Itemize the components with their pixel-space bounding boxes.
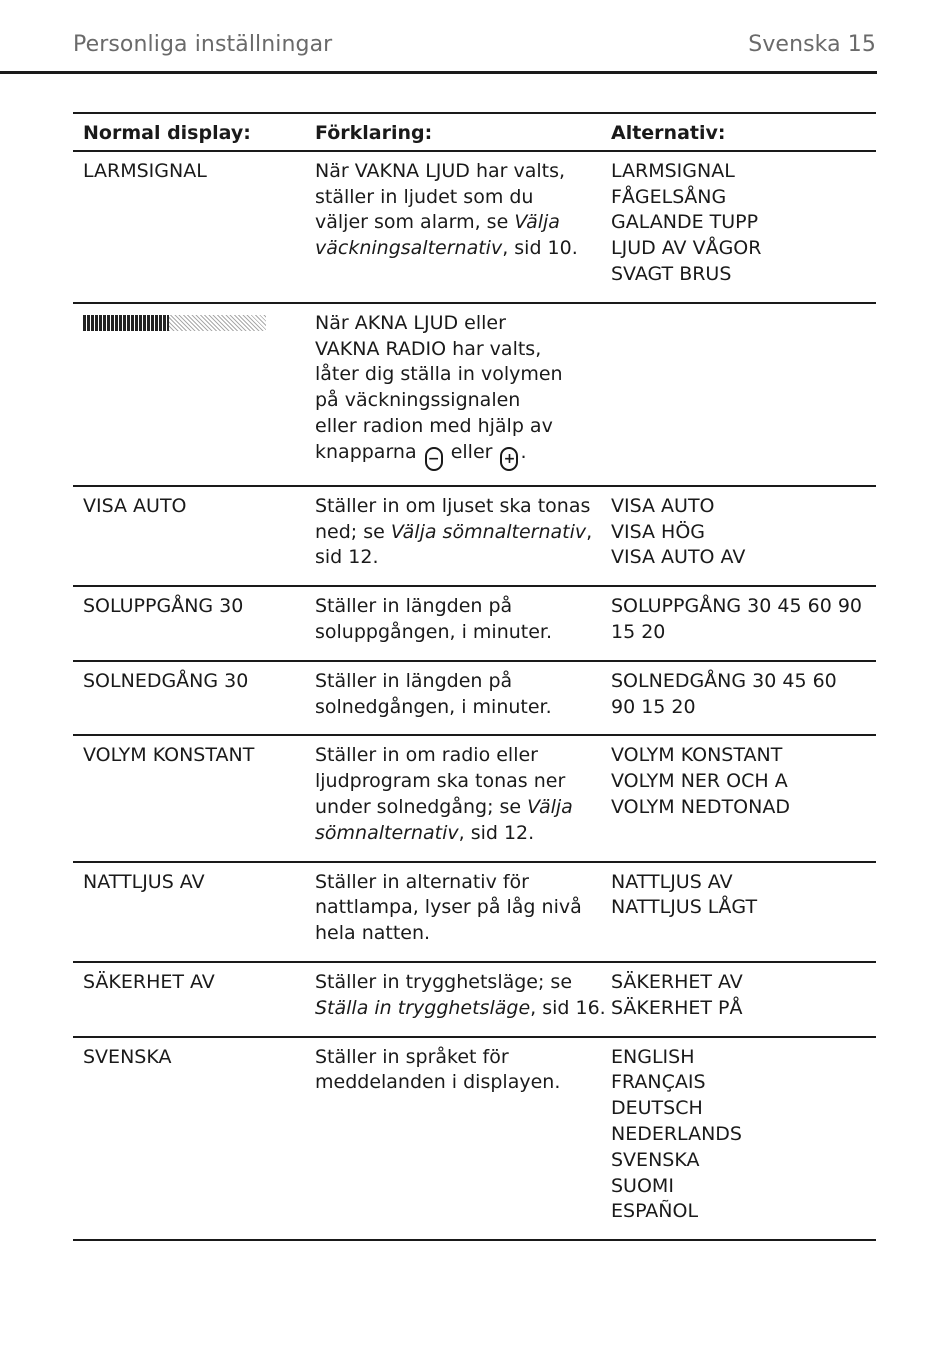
alternative-option: VISA AUTO — [611, 494, 715, 517]
explanation-line — [315, 520, 591, 546]
explanation-line — [315, 440, 591, 471]
explanation-line — [315, 669, 591, 695]
explanation-line — [315, 414, 591, 440]
explanation-text: När AKNA LJUD eller — [315, 311, 506, 334]
explanation-cell — [305, 962, 606, 1037]
plus-button-icon: + — [500, 447, 518, 471]
display-value: NATTLJUS AV — [83, 870, 205, 893]
table-row — [73, 862, 876, 962]
column-header-explanation: Förklaring: — [305, 113, 601, 151]
explanation-text: Ställer in längden på — [315, 669, 513, 692]
explanation-line — [315, 311, 591, 337]
alternative-option: GALANDE TUPP — [611, 211, 759, 234]
explanation-text: på väckningssignalen — [315, 389, 521, 412]
alternative-option: LJUD AV VÅGOR — [611, 237, 762, 260]
explanation-line — [315, 185, 591, 211]
reference-text: sömnalternativ — [315, 821, 459, 844]
explanation-cell — [305, 303, 601, 486]
explanation-text: eller radion med hjälp av — [315, 414, 553, 437]
explanation-line — [315, 870, 591, 896]
table-row — [73, 586, 876, 661]
alternative-option: DEUTSCH — [611, 1097, 703, 1120]
explanation-text: Ställer in längden på — [315, 595, 513, 618]
alternative-option: NATTLJUS AV — [611, 870, 733, 893]
alternative-option: SVAGT BRUS — [611, 262, 732, 285]
page-number: Svenska 15 — [748, 32, 876, 57]
display-value: SOLUPPGÅNG 30 — [83, 595, 244, 618]
display-cell — [73, 151, 305, 303]
reference-text: Välja — [514, 211, 560, 234]
explanation-text: Ställer in språket för — [315, 1045, 509, 1068]
settings-table — [73, 112, 876, 1241]
volume-bar-empty — [169, 315, 266, 331]
section-title: Personliga inställningar — [73, 32, 333, 57]
explanation-text: Ställer in om radio eller — [315, 744, 538, 767]
alternative-option: SVENSKA — [611, 1148, 700, 1171]
alternatives-cell — [601, 151, 876, 303]
explanation-line — [315, 996, 606, 1022]
explanation-line — [315, 388, 591, 414]
table-row — [73, 151, 876, 303]
alternatives-cell — [601, 661, 876, 736]
explanation-line — [315, 743, 591, 769]
table-row — [73, 735, 876, 861]
display-cell — [73, 661, 305, 736]
display-value: VISA AUTO — [83, 494, 187, 517]
explanation-line — [315, 159, 591, 185]
alternative-option: VISA AUTO AV — [611, 546, 746, 569]
explanation-text: soluppgången, i minuter. — [315, 620, 553, 643]
alternative-option: 90 15 20 — [611, 695, 696, 718]
explanation-text: sid 12. — [315, 546, 379, 569]
display-value: VOLYM KONSTANT — [83, 744, 255, 767]
explanation-line — [315, 594, 591, 620]
display-cell — [73, 1037, 305, 1241]
column-header-alternatives: Alternativ: — [601, 113, 876, 151]
display-cell — [73, 303, 305, 486]
alternative-option: 15 20 — [611, 620, 666, 643]
explanation-text: meddelanden i displayen. — [315, 1071, 561, 1094]
explanation-cell — [305, 862, 601, 962]
alternatives-cell — [601, 962, 876, 1037]
explanation-line — [315, 895, 591, 921]
alternative-option: LARMSIGNAL — [611, 159, 735, 182]
explanation-text: under solnedgång; se — [315, 795, 528, 818]
explanation-line — [315, 545, 591, 571]
alternative-option: NEDERLANDS — [611, 1122, 742, 1145]
explanation-line — [315, 769, 591, 795]
explanation-cell — [305, 1037, 601, 1241]
explanation-line — [315, 236, 591, 262]
explanation-line — [315, 210, 591, 236]
reference-text: väckningsalternativ — [315, 237, 503, 260]
alternatives-cell — [601, 862, 876, 962]
display-value: SOLNEDGÅNG 30 — [83, 669, 249, 692]
alternative-option: SOLNEDGÅNG 30 45 60 — [611, 669, 837, 692]
explanation-text: ställer in ljudet som du — [315, 185, 534, 208]
explanation-line — [315, 620, 591, 646]
display-cell — [73, 862, 305, 962]
explanation-text: Ställer in alternativ för — [315, 870, 529, 893]
alternative-option: NATTLJUS LÅGT — [611, 896, 758, 919]
reference-text: Ställa in trygghetsläge — [315, 996, 531, 1019]
explanation-text: solnedgången, i minuter. — [315, 695, 552, 718]
explanation-text: ned; se — [315, 520, 391, 543]
explanation-text: När VAKNA LJUD har valts, — [315, 159, 566, 182]
reference-text: Välja — [527, 795, 573, 818]
reference-text: Välja sömnalternativ — [390, 520, 587, 543]
explanation-text: eller — [444, 440, 499, 463]
alternatives-cell — [601, 1037, 876, 1241]
table-row — [73, 486, 876, 586]
explanation-text: Ställer in trygghetsläge; se — [315, 970, 573, 993]
display-value: LARMSIGNAL — [83, 159, 207, 182]
volume-bar-graphic — [83, 313, 266, 333]
alternative-option: ENGLISH — [611, 1045, 695, 1068]
column-header-display: Normal display: — [73, 113, 305, 151]
table-row — [73, 303, 876, 486]
alternative-option: SÄKERHET PÅ — [611, 996, 743, 1019]
explanation-cell — [305, 735, 601, 861]
alternative-option: VOLYM NEDTONAD — [611, 795, 790, 818]
explanation-line — [315, 695, 591, 721]
table-row — [73, 1037, 876, 1241]
explanation-text: , — [586, 520, 593, 543]
explanation-text: Ställer in om ljuset ska tonas — [315, 494, 591, 517]
alternative-option: SUOMI — [611, 1174, 674, 1197]
explanation-text: väljer som alarm, se — [315, 211, 515, 234]
alternative-option: ESPAÑOL — [611, 1200, 699, 1223]
page-header — [73, 32, 876, 64]
alternative-option: SÄKERHET AV — [611, 970, 743, 993]
display-value: SÄKERHET AV — [83, 970, 215, 993]
alternative-option: VOLYM KONSTANT — [611, 744, 783, 767]
table-row — [73, 962, 876, 1037]
alternative-option: FÅGELSÅNG — [611, 185, 727, 208]
minus-button-icon: − — [425, 447, 443, 471]
display-cell — [73, 486, 305, 586]
explanation-line — [315, 821, 591, 847]
volume-bar-filled — [83, 315, 169, 331]
alternatives-cell — [601, 303, 876, 486]
alternative-option: FRANÇAIS — [611, 1071, 706, 1094]
display-cell — [73, 735, 305, 861]
explanation-text: , sid 16. — [530, 996, 606, 1019]
explanation-text: knapparna — [315, 440, 423, 463]
explanation-line — [315, 494, 591, 520]
explanation-text: . — [520, 440, 527, 463]
explanation-text: , sid 12. — [458, 821, 535, 844]
table-row — [73, 661, 876, 736]
explanation-text: ljudprogram ska tonas ner — [315, 770, 566, 793]
explanation-cell — [305, 661, 601, 736]
explanation-text: , sid 10. — [502, 237, 578, 260]
display-cell — [73, 586, 305, 661]
alternatives-cell — [601, 586, 876, 661]
explanation-line — [315, 1045, 591, 1071]
explanation-line — [315, 970, 591, 996]
display-cell — [73, 962, 305, 1037]
alternatives-cell — [601, 735, 876, 861]
explanation-cell — [305, 486, 601, 586]
header-rule — [0, 71, 877, 74]
explanation-cell — [305, 586, 601, 661]
alternative-option: VOLYM NER OCH A — [611, 770, 788, 793]
explanation-cell — [305, 151, 601, 303]
explanation-text: VAKNA RADIO har valts, — [315, 337, 542, 360]
display-value: SVENSKA — [83, 1045, 172, 1068]
explanation-line — [315, 337, 591, 363]
explanation-text: låter dig ställa in volymen — [315, 363, 563, 386]
explanation-line — [315, 921, 591, 947]
explanation-line — [315, 795, 591, 821]
explanation-line — [315, 362, 591, 388]
alternative-option: SOLUPPGÅNG 30 45 60 90 — [611, 595, 862, 618]
alternative-option: VISA HÖG — [611, 520, 706, 543]
explanation-text: nattlampa, lyser på låg nivå — [315, 896, 582, 919]
table-header-row — [73, 113, 876, 151]
explanation-line — [315, 1070, 591, 1096]
explanation-text: hela natten. — [315, 922, 431, 945]
alternatives-cell — [601, 486, 876, 586]
